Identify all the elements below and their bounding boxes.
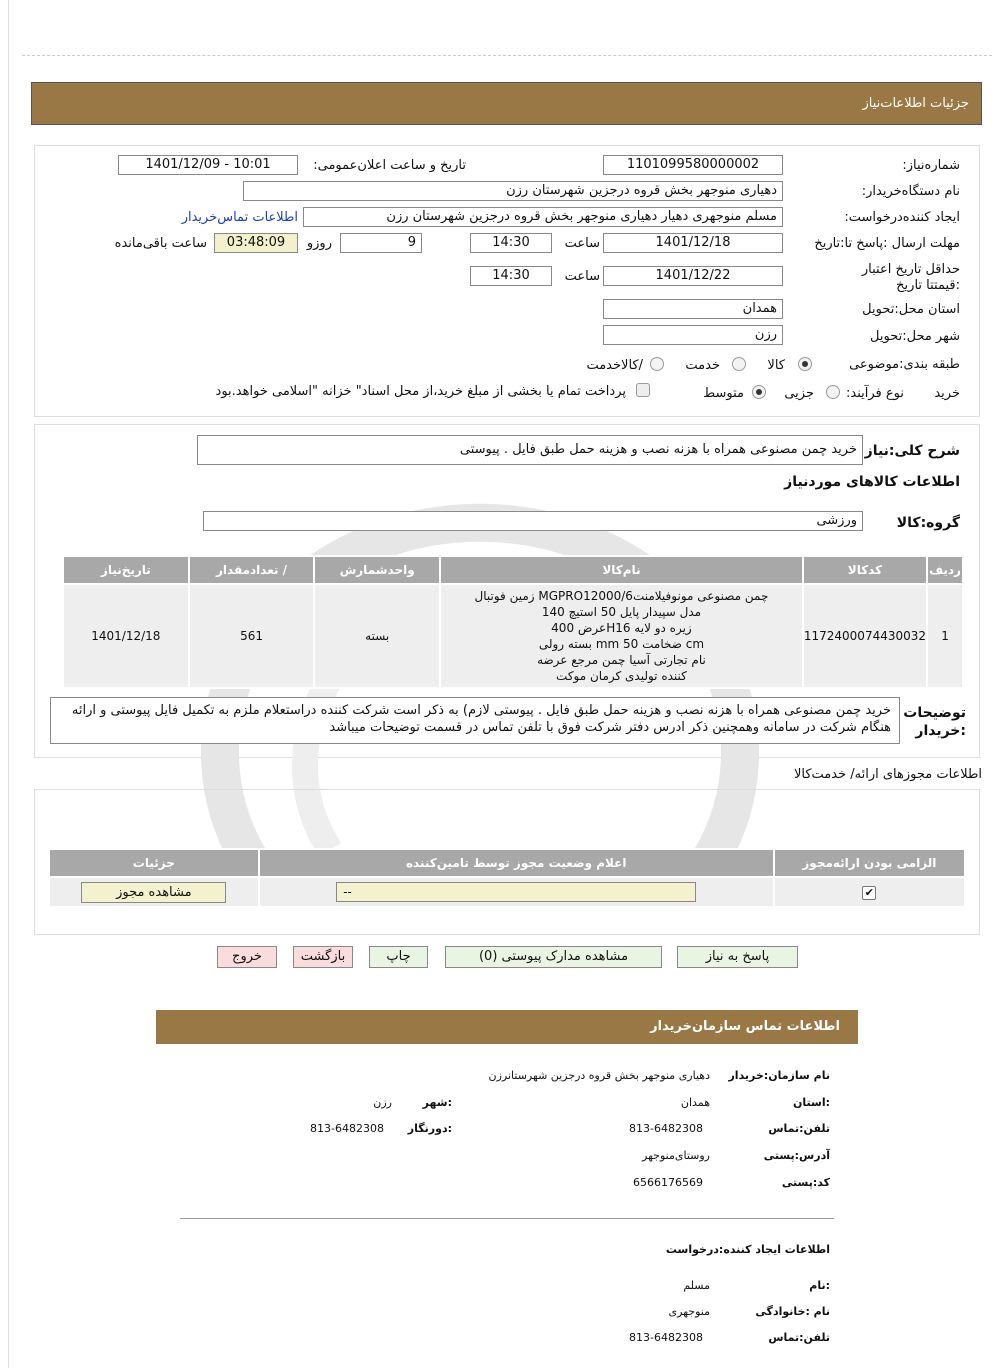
contact-address: روستای‌منوجهر: [642, 1149, 710, 1162]
col-name: نام‌کالا: [440, 556, 803, 584]
process-minor-radio[interactable]: [826, 385, 840, 399]
treasury-payment-note: پرداخت تمام یا بخشی از مبلغ خرید،از محل اسناد" خزانه "اسلامی خواهد.بود: [215, 384, 626, 399]
buyer-notes-label: توضیحات :خریدار: [903, 705, 966, 739]
days-field: 9: [340, 233, 422, 253]
buyer-label: نام دستگاه‌خریدار:: [861, 184, 960, 199]
col-required: الزامی بودن ارائه‌مجوز: [774, 849, 965, 877]
row-name-line: cm ضخامت 50 mm بسته رولی: [538, 637, 705, 651]
table-row: [63, 584, 963, 688]
creator-name: مسلم: [683, 1279, 710, 1292]
contact-postal: 6566176569: [633, 1176, 703, 1189]
deadline-date-field: 1401/12/18: [603, 233, 783, 253]
col-qty: / تعدادمقدار: [189, 556, 315, 584]
process-label: نوع فرآیند:: [846, 386, 904, 401]
treasury-payment-checkbox[interactable]: [636, 383, 650, 397]
description-label: شرح کلی:نیاز: [864, 443, 960, 459]
row-qty: 561: [189, 584, 315, 688]
province-label: استان محل:تحویل: [862, 302, 960, 317]
contact-org: دهیاری منوجهر بخش قروه درجزین شهرستانرزن: [488, 1069, 710, 1082]
col-unit: واحدشمارش: [314, 556, 440, 584]
buyer-notes-field: خرید چمن مصنوعی همراه با هزنه نصب و هزینه حمل طبق فایل . پیوستی لازم) به ذکر است شرکت کننده دراستعلام ملزم به تکمیل فایل پیوستی و ارائه هنگام شرکت در سامانه وهمچنین ذکر ادرس دفتر شرکت فوق با تلفن تماس در قسمت توضیحات میباشد: [50, 697, 900, 744]
left-border-line: [8, 0, 9, 1368]
validity-time-label: ساعت: [564, 269, 600, 284]
creator-family-label: نام :خانوادگی: [755, 1305, 830, 1318]
row-index: 1: [927, 584, 963, 688]
process-medium-label: متوسط: [703, 386, 744, 401]
description-field: خرید چمن مصنوعی همراه با هزنه نصب و هزینه حمل طبق فایل . پیوستی: [197, 435, 863, 465]
permits-title: اطلاعات مجوزهای ارائه/ خدمت‌کالا: [793, 767, 982, 782]
contact-fax: 813-6482308: [310, 1122, 384, 1135]
items-table: [62, 555, 964, 689]
table-row: [49, 877, 965, 907]
permit-status-field[interactable]: --: [336, 882, 696, 902]
permit-required-cell: [774, 877, 965, 907]
validity-label: حداقل تاریخ اعتبار :قیمتتا تاریخ: [861, 262, 960, 293]
process-purchase-label: خرید: [934, 386, 960, 401]
creator-phone-label: تلفن:تماس: [768, 1331, 830, 1344]
permit-details-cell: [49, 877, 259, 907]
row-name: [440, 584, 803, 688]
view-permit-button[interactable]: مشاهده مجوز: [81, 882, 226, 903]
validity-date-field: 1401/12/22: [603, 266, 783, 286]
contact-phone-label: تلفن:تماس: [768, 1122, 830, 1135]
goods-group-field: ورزشی: [203, 511, 863, 531]
contact-province-label: :استان: [793, 1096, 830, 1109]
contact-fax-label: :دورنگار: [407, 1122, 452, 1135]
goods-info-title: اطلاعات کالاهای موردنیاز: [784, 474, 960, 490]
page-title: جزئیات اطلاعات‌نیاز: [862, 96, 969, 111]
buyer-field: دهیاری منوجهر بخش قروه درجزین شهرستان رزن: [243, 181, 783, 201]
contact-phone: 813-6482308: [629, 1122, 703, 1135]
deadline-time-label: ساعت: [564, 236, 600, 251]
page-title-bar: [31, 82, 982, 125]
category-service-label: خدمت: [685, 358, 720, 373]
exit-button[interactable]: خروج: [217, 946, 277, 968]
row-name-line: زیره دو لایه H16عرض 400: [551, 621, 692, 635]
reply-button[interactable]: پاسخ به نیاز: [677, 946, 798, 968]
col-code: کدکالا: [803, 556, 927, 584]
category-service-radio[interactable]: [732, 357, 746, 371]
creator-section-title: اطلاعات ایجاد کننده:درخواست: [665, 1243, 830, 1256]
contact-address-label: آدرس:پستی: [763, 1149, 830, 1162]
col-date: تاریخ‌نیاز: [63, 556, 189, 584]
contact-org-label: نام سازمان:خریدار: [728, 1069, 830, 1082]
category-goods-radio[interactable]: [798, 357, 812, 371]
contact-city: رزن: [373, 1096, 392, 1109]
category-goods-label: کالا: [767, 358, 785, 373]
creator-phone: 813-6482308: [629, 1331, 703, 1344]
print-button[interactable]: چاپ: [369, 946, 428, 968]
row-date: 1401/12/18: [63, 584, 189, 688]
need-number-field: 1101099580000002: [603, 155, 783, 175]
top-dashed-line: [22, 55, 992, 56]
goods-group-label: گروه:کالا: [896, 515, 960, 531]
permits-table: [48, 848, 966, 908]
need-number-label: شماره‌نیاز:: [902, 158, 960, 173]
remaining-time-field: 03:48:09: [214, 233, 298, 253]
announce-label: تاریخ و ساعت اعلان‌عمومی:: [313, 158, 466, 173]
category-label: طبقه بندی:موضوعی: [849, 357, 960, 372]
creator-family: منوجهری: [668, 1305, 710, 1318]
deadline-label: مهلت ارسال :پاسخ تا:تاریخ: [814, 236, 960, 251]
items-table-header: [63, 556, 963, 584]
col-details: جزئیات: [49, 849, 259, 877]
validity-time-field: 14:30: [470, 266, 552, 286]
row-name-line: مدل سپیدار پایل 50 استیچ 140: [541, 605, 702, 619]
row-name-line: نام تجارتی آسیا چمن مرجع عرضه: [537, 653, 706, 667]
creator-label: ایجاد کننده‌درخواست:: [844, 210, 960, 225]
process-medium-radio[interactable]: [752, 385, 766, 399]
process-minor-label: جزیی: [784, 386, 814, 401]
contact-title-bar: [156, 1010, 858, 1044]
view-attachments-button[interactable]: مشاهده مدارک پیوستی (0): [445, 946, 662, 968]
category-goods-service-label: /کالاخدمت: [586, 358, 643, 373]
contact-title: اطلاعات تماس سازمان‌خریدار: [650, 1019, 840, 1034]
contact-province: همدان: [680, 1096, 710, 1109]
creator-field: مسلم منوجهری دهیار دهیاری منوجهر بخش قروه درجزین شهرستان رزن: [303, 207, 783, 227]
row-name-line: چمن مصنوعی مونوفیلامنتMGPRO12000/6 زمین فوتبال: [474, 589, 769, 603]
city-label: شهر محل:تحویل: [870, 329, 960, 344]
announce-field: 1401/12/09 - 10:01: [118, 155, 298, 175]
permit-required-checkbox[interactable]: ✔: [862, 886, 876, 900]
category-goods-service-radio[interactable]: [650, 357, 664, 371]
row-name-line: کننده تولیدی کرمان موکت: [556, 669, 687, 683]
col-status: اعلام وضعیت مجوز توسط تامین‌کننده: [259, 849, 774, 877]
back-button[interactable]: بازگشت: [293, 946, 353, 968]
row-unit: بسته: [314, 584, 440, 688]
city-field: رزن: [603, 325, 783, 345]
contact-divider: [180, 1218, 834, 1219]
remaining-label: ساعت باقی‌مانده: [114, 236, 207, 251]
province-field: همدان: [603, 299, 783, 319]
buyer-contact-link[interactable]: اطلاعات تماس‌خریدار: [181, 210, 298, 225]
permit-status-cell: [259, 877, 774, 907]
contact-postal-label: کد:پستی: [781, 1176, 830, 1189]
contact-city-label: :شهر: [422, 1096, 452, 1109]
creator-name-label: :نام: [809, 1279, 830, 1292]
permits-table-header: [49, 849, 965, 877]
days-label: روزو: [306, 236, 332, 251]
col-row: ردیف: [927, 556, 963, 584]
deadline-time-field: 14:30: [470, 233, 552, 253]
row-code: 1172400074430032: [803, 584, 927, 688]
